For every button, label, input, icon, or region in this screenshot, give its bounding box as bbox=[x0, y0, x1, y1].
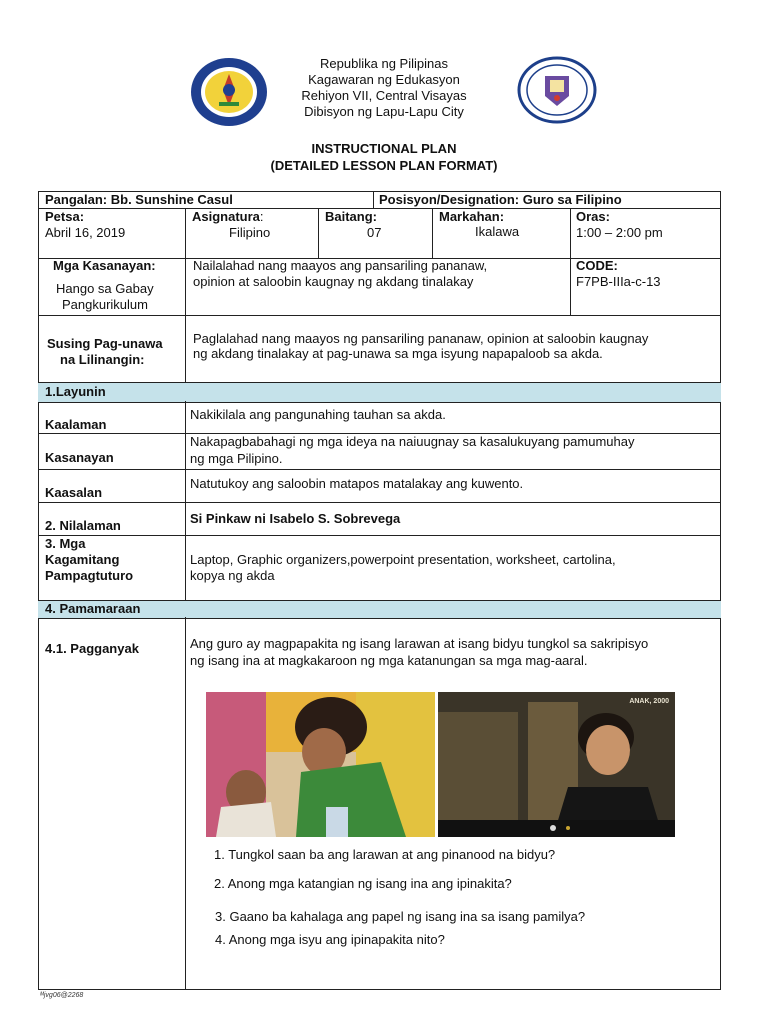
procedure-band bbox=[38, 600, 721, 619]
competency-label: Mga Kasanayan: bbox=[53, 258, 156, 273]
header-department: Kagawaran ng Edukasyon bbox=[308, 72, 460, 87]
competency-text-line1: Nailalahad nang maayos ang pansariling pananaw, bbox=[193, 258, 488, 273]
teacher-position: Posisyon/Designation: Guro sa Filipino bbox=[379, 192, 622, 207]
attitude-label: Kaasalan bbox=[45, 485, 103, 500]
understanding-label-line2: na Lilinangin: bbox=[60, 352, 145, 367]
plan-subtitle: (DETAILED LESSON PLAN FORMAT) bbox=[270, 158, 498, 173]
competency-source-line1: Hango sa Gabay bbox=[56, 281, 154, 296]
materials-label-line1: 3. Mga bbox=[45, 536, 86, 551]
grade-label: Baitang: bbox=[325, 209, 377, 224]
question-1: 1. Tungkol saan ba ang larawan at ang pinanood na bidyu? bbox=[214, 847, 556, 862]
competency-source-line2: Pangkurikulum bbox=[62, 297, 148, 312]
header-republic: Republika ng Pilipinas bbox=[320, 56, 448, 71]
header-region: Rehiyon VII, Central Visayas bbox=[301, 88, 467, 103]
understanding-text-line2: ng akdang tinalakay at pag-unawa sa mga isyung napapaloob sa akda. bbox=[193, 346, 603, 361]
understanding-text-line1: Paglalahad nang maayos ng pansariling pananaw, opinion at saloobin kaugnay bbox=[193, 331, 649, 346]
materials-label-line3: Pampagtuturo bbox=[45, 568, 134, 583]
mother-child-photo bbox=[206, 692, 435, 837]
question-2: 2. Anong mga katangian ng isang ina ang ipinakita? bbox=[214, 876, 512, 891]
objectives-heading: 1.Layunin bbox=[45, 384, 106, 399]
code-label: CODE: bbox=[576, 258, 618, 273]
procedure-heading: 4. Pamamaraan bbox=[45, 601, 141, 616]
video-caption: ANAK, 2000 bbox=[629, 698, 669, 705]
plan-title: INSTRUCTIONAL PLAN bbox=[311, 141, 457, 156]
understanding-label-line1: Susing Pag-unawa bbox=[47, 336, 163, 351]
attitude-text: Natutukoy ang saloobin matapos matalakay ang kuwento. bbox=[190, 476, 524, 491]
knowledge-text: Nakikilala ang pangunahing tauhan sa akda. bbox=[190, 407, 446, 422]
date-value: Abril 16, 2019 bbox=[45, 225, 126, 240]
subject-value: Filipino bbox=[229, 225, 271, 240]
subject-label: Asignatura bbox=[192, 209, 260, 224]
question-3: 3. Gaano ba kahalaga ang papel ng isang ina sa isang pamilya? bbox=[215, 909, 586, 924]
materials-text-line2: kopya ng akda bbox=[190, 568, 275, 583]
skill-text-line1: Nakapagbabahagi ng mga ideya na naiuugnay sa kasalukuyang pamumuhay bbox=[190, 434, 635, 449]
materials-text-line1: Laptop, Graphic organizers,powerpoint presentation, worksheet, cartolina, bbox=[190, 552, 616, 567]
subject-colon: : bbox=[259, 209, 264, 224]
grade-value: 07 bbox=[367, 225, 382, 240]
date-label: Petsa: bbox=[45, 209, 85, 224]
time-value: 1:00 – 2:00 pm bbox=[576, 225, 663, 240]
motivation-label: 4.1. Pagganyak bbox=[45, 641, 139, 656]
footer-watermark: ᴹjvg06@2268 bbox=[40, 992, 84, 999]
quarter-label: Markahan: bbox=[439, 209, 505, 224]
subject-label-group bbox=[192, 209, 264, 225]
motivation-text-line1: Ang guro ay magpapakita ng isang larawan at isang bidyu tungkol sa sakripisyo bbox=[190, 636, 649, 651]
teacher-name: Pangalan: Bb. Sunshine Casul bbox=[45, 192, 233, 207]
knowledge-label: Kaalaman bbox=[45, 417, 107, 432]
time-label: Oras: bbox=[576, 209, 610, 224]
content-text: Si Pinkaw ni Isabelo S. Sobrevega bbox=[190, 511, 401, 526]
quarter-value: Ikalawa bbox=[475, 224, 520, 239]
motivation-text-line2: ng isang ina at magkakaroon ng mga katanungan sa mga mag-aaral. bbox=[190, 653, 588, 668]
question-4: 4. Anong mga isyu ang ipinapakita nito? bbox=[215, 932, 445, 947]
header-division: Dibisyon ng Lapu-Lapu City bbox=[304, 104, 464, 119]
objectives-band bbox=[38, 382, 721, 403]
video-thumbnail[interactable] bbox=[438, 692, 675, 837]
materials-label-line2: Kagamitang bbox=[45, 552, 120, 567]
skill-label: Kasanayan bbox=[45, 450, 114, 465]
content-label: 2. Nilalaman bbox=[45, 518, 121, 533]
code-value: F7PB-IIIa-c-13 bbox=[576, 274, 661, 289]
competency-text-line2: opinion at saloobin kaugnay ng akdang tinalakay bbox=[193, 274, 474, 289]
skill-text-line2: ng mga Pilipino. bbox=[190, 451, 283, 466]
